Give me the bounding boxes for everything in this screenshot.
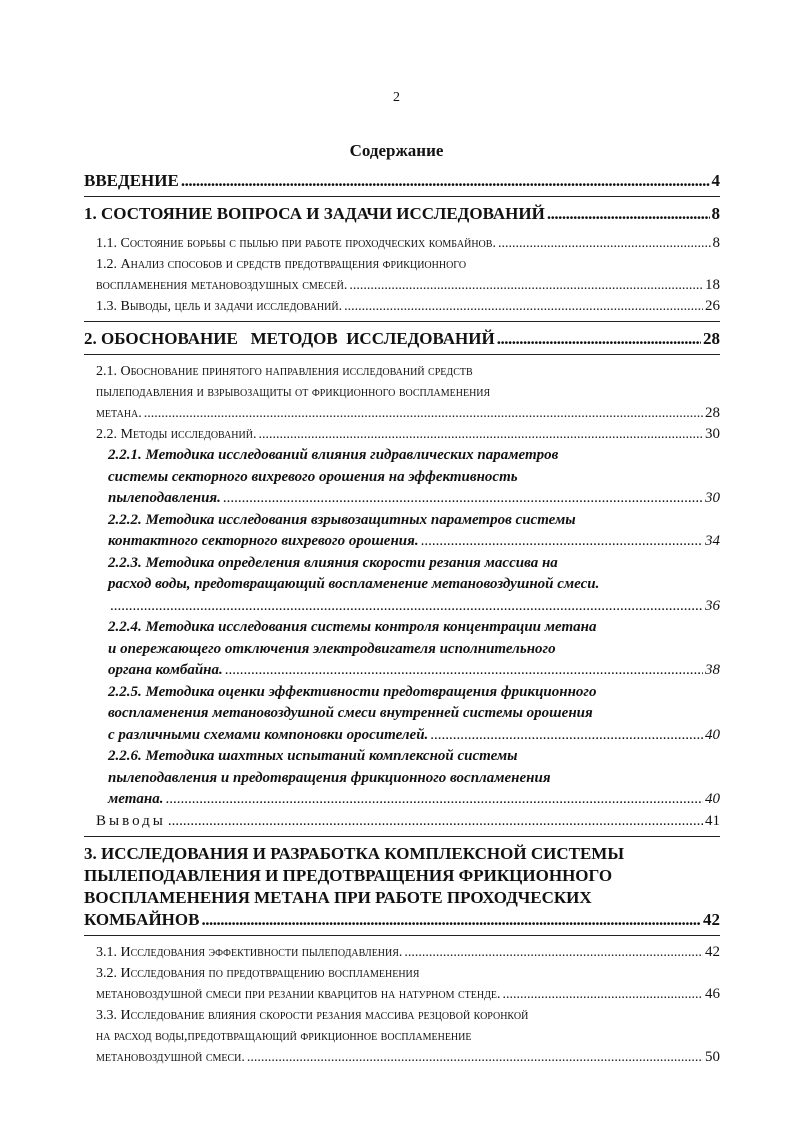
- toc-entry-title-line: 3. ИССЛЕДОВАНИЯ И РАЗРАБОТКА КОМПЛЕКСНОЙ СИСТЕМЫ: [84, 843, 625, 863]
- leader-dots: [547, 203, 710, 225]
- toc-entry-title-line: 3.3. Исследование влияния скорости резания массива резцовой коронкой: [96, 1007, 529, 1023]
- divider: [84, 321, 720, 322]
- toc-entry-2-2-4[interactable]: [84, 617, 720, 682]
- page-ref: 8: [712, 235, 720, 251]
- toc-entry-title-line: метановоздушной смеси при резании кварцитов на натурном стенде.: [96, 986, 501, 1002]
- toc-entry-2-2-6[interactable]: [84, 746, 720, 811]
- toc-entry-title: ВВЕДЕНИЕ: [84, 171, 179, 190]
- toc-entry-title-line: 2.2.3. Методика определения влияния скорости резания массива на: [108, 554, 558, 571]
- toc-entry-title-line: 2.2.2. Методика исследования взрывозащитных параметров системы: [108, 511, 576, 528]
- leader-dots: [144, 403, 703, 424]
- divider: [84, 196, 720, 197]
- toc-entry-title-line: 3.2. Исследования по предотвращению воспламенения: [96, 965, 420, 981]
- toc-entry-title-line: 2.2.6. Методика шахтных испытаний комплексной системы: [108, 748, 518, 764]
- toc-entry-title-line: с различными схемами компоновки оросителей.: [108, 726, 429, 743]
- toc-entry-chapter-1[interactable]: [84, 203, 720, 225]
- toc-entry-title-line: органа комбайна.: [108, 662, 223, 678]
- page-ref: 4: [711, 171, 720, 190]
- leader-dots: [430, 725, 703, 747]
- toc-entry-title-line: на расход воды,предотвращающий фрикционное воспламенение: [96, 1028, 472, 1044]
- toc-entry-3-1[interactable]: [84, 942, 720, 963]
- page-ref: 26: [705, 298, 720, 314]
- toc-entry-title-line: 2.2.1. Методика исследований влияния гидравлических параметров: [108, 447, 559, 463]
- toc-entry-title-line: пылеподавления.: [108, 490, 221, 506]
- leader-dots: [225, 660, 703, 682]
- toc-entry-chapter-2[interactable]: [84, 328, 720, 350]
- leader-dots: [110, 596, 703, 618]
- page-ref: 41: [705, 812, 720, 829]
- leader-dots: [201, 909, 701, 931]
- toc-entry-chapter-3[interactable]: [84, 843, 720, 931]
- toc-entry-title: 3.1. Исследования эффективности пылеподавления.: [96, 944, 403, 960]
- toc-entry-2-2-5[interactable]: [84, 682, 720, 747]
- page-ref: 50: [705, 1048, 720, 1065]
- toc-entry-title: 1.3. Выводы, цель и задачи исследований.: [96, 299, 343, 314]
- toc-entry-title-line: метана.: [96, 406, 142, 421]
- toc-entry-title-line: расход воды, предотвращающий воспламенение метановоздушной смеси.: [108, 576, 600, 592]
- page-title: Содержание: [349, 141, 444, 160]
- leader-dots: [498, 233, 711, 254]
- page-ref: 30: [705, 490, 720, 506]
- page-ref: 36: [705, 597, 720, 614]
- toc-entry-title: 2. ОБОСНОВАНИЕ МЕТОДОВ ИССЛЕДОВАНИЙ: [84, 329, 495, 348]
- page-ref: 40: [705, 726, 720, 743]
- leader-dots: [223, 488, 703, 510]
- toc-entry-2-2-3[interactable]: [84, 553, 720, 618]
- toc-entry-title-line: КОМБАЙНОВ: [84, 909, 200, 929]
- toc-entry-title-line: воспламенения метановоздушных смесей.: [96, 278, 348, 293]
- page-ref: 28: [703, 329, 720, 348]
- toc-entry-1-1[interactable]: [84, 233, 720, 254]
- toc-entry-2-2-2[interactable]: [84, 510, 720, 553]
- toc-entry-title-line: ВОСПЛАМЕНЕНИЯ МЕТАНА ПРИ РАБОТЕ ПРОХОДЧЕСКИХ: [84, 887, 592, 907]
- toc-entry-title-line: системы секторного вихревого орошения на эффективность: [108, 468, 518, 485]
- toc-entry-title-line: метановоздушной смеси.: [96, 1049, 245, 1065]
- leader-dots: [168, 811, 703, 832]
- toc-entry-title-line: контактного секторного вихревого орошения.: [108, 533, 419, 549]
- toc-entry-title: 1. СОСТОЯНИЕ ВОПРОСА И ЗАДАЧИ ИССЛЕДОВАНИЙ: [84, 204, 545, 223]
- toc-entry-title: 2.2. Методы исследований.: [96, 427, 257, 442]
- leader-dots: [247, 1047, 703, 1068]
- toc-entry-title: 1.1. Состояние борьбы с пылью при работе проходческих комбайнов.: [96, 236, 496, 251]
- leader-dots: [421, 531, 703, 553]
- leader-dots: [349, 275, 703, 296]
- table-of-contents: [84, 170, 720, 1068]
- toc-entry-title-line: 2.1. Обоснование принятого направления исследований средств: [96, 364, 473, 379]
- toc-entry-title-line: и опережающего отключения электродвигателя исполнительного: [108, 640, 556, 657]
- toc-entry-1-3[interactable]: [84, 296, 720, 317]
- leader-dots: [165, 789, 703, 811]
- leader-dots: [181, 170, 710, 192]
- toc-entry-3-3[interactable]: [84, 1005, 720, 1068]
- divider: [84, 354, 720, 355]
- page-number: 2: [393, 90, 400, 105]
- page-ref: 38: [705, 662, 720, 678]
- leader-dots: [497, 328, 701, 350]
- divider: [84, 836, 720, 837]
- page-ref: 18: [705, 277, 720, 293]
- divider: [84, 935, 720, 936]
- toc-entry-2-conclusions[interactable]: [84, 811, 720, 832]
- page-ref: 42: [703, 909, 720, 929]
- toc-entry-intro[interactable]: [84, 170, 720, 192]
- leader-dots: [344, 296, 703, 317]
- toc-entry-title-line: метана.: [108, 791, 164, 807]
- page-ref: 40: [705, 791, 720, 807]
- toc-entry-title-line: пылеподавления и взрывозащиты от фрикционного воспламенения: [96, 385, 491, 400]
- page-ref: 30: [705, 426, 720, 442]
- toc-entry-1-2[interactable]: [84, 254, 720, 296]
- leader-dots: [258, 424, 703, 445]
- toc-entry-2-2[interactable]: [84, 424, 720, 445]
- toc-entry-2-2-1[interactable]: [84, 445, 720, 510]
- toc-entry-title-line: 2.2.5. Методика оценки эффективности предотвращения фрикционного: [108, 683, 597, 700]
- leader-dots: [404, 942, 703, 963]
- toc-entry-3-2[interactable]: [84, 963, 720, 1005]
- page-ref: 28: [705, 405, 720, 421]
- toc-entry-title-line: ПЫЛЕПОДАВЛЕНИЯ И ПРЕДОТВРАЩЕНИЯ ФРИКЦИОННОГО: [84, 865, 613, 885]
- toc-entry-title-line: 1.2. Анализ способов и средств предотвращения фрикционного: [96, 257, 467, 272]
- toc-entry-title: Выводы: [96, 812, 166, 829]
- page-ref: 34: [705, 533, 720, 549]
- toc-entry-title-line: воспламенения метановоздушной смеси внутренней системы орошения: [108, 705, 593, 721]
- toc-entry-2-1[interactable]: [84, 361, 720, 424]
- page-ref: 46: [705, 985, 720, 1002]
- page-ref: 8: [711, 204, 720, 223]
- page-ref: 42: [705, 943, 720, 960]
- toc-entry-title-line: 2.2.4. Методика исследования системы контроля концентрации метана: [108, 619, 597, 635]
- leader-dots: [503, 984, 703, 1005]
- toc-entry-title-line: пылеподавления и предотвращения фрикционного воспламенения: [108, 769, 551, 786]
